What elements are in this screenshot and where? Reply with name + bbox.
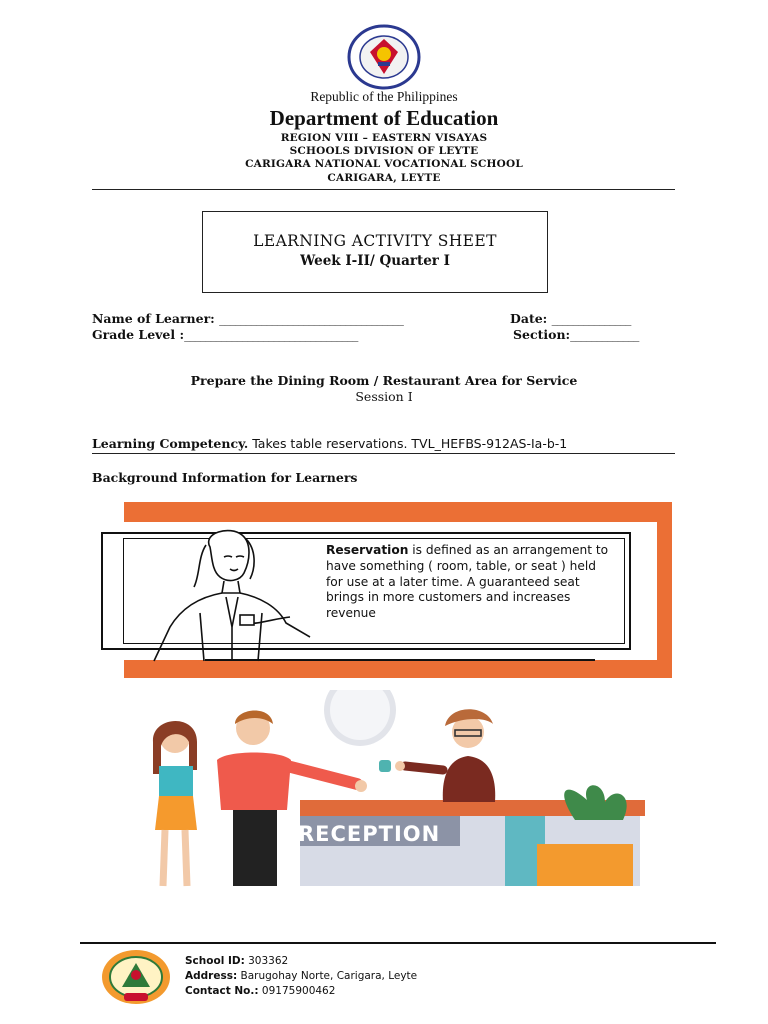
contact-label: Contact No.: xyxy=(185,985,259,997)
competency-text: Takes table reservations. TVL_HEFBS-912AS-Ia-b-1 xyxy=(248,436,568,451)
name-blank[interactable]: ___________________________________ xyxy=(219,311,403,326)
reception-sign-text: RECEPTION xyxy=(298,822,441,846)
competency-label: Learning Competency. xyxy=(92,436,249,451)
region-line: REGION VIII – EASTERN VISAYAS xyxy=(280,132,488,144)
address-value: Barugohay Norte, Carigara, Leyte xyxy=(237,970,418,982)
section-blank[interactable]: _____________ xyxy=(570,327,639,342)
card-underline xyxy=(205,659,595,661)
name-field[interactable] xyxy=(92,311,403,326)
department-title: Department of Education xyxy=(269,106,499,130)
orange-frame-top xyxy=(124,502,672,522)
grade-field[interactable] xyxy=(92,327,357,342)
school-id xyxy=(185,955,288,967)
reception-desk-illustration xyxy=(135,690,645,895)
lesson-title: Prepare the Dining Room / Restaurant Area for Service xyxy=(190,373,578,388)
school-line: CARIGARA NATIONAL VOCATIONAL SCHOOL xyxy=(245,158,523,170)
reservation-definition-text: is defined as an arrangement to have something ( room, table, or seat ) held for use at a later time. A guaranteed seat brings in more customers and increases revenue xyxy=(326,543,609,621)
orange-frame-bottom xyxy=(124,660,672,678)
sheet-subtitle: Week I-II/ Quarter I xyxy=(300,253,450,269)
school-contact xyxy=(185,985,335,997)
receptionist-sketch-image xyxy=(140,527,315,662)
town-line: CARIGARA, LEYTE xyxy=(327,172,441,184)
background-heading: Background Information for Learners xyxy=(92,470,358,485)
learning-competency xyxy=(92,436,567,451)
school-address xyxy=(185,970,417,982)
date-field[interactable] xyxy=(510,311,630,326)
section-label: Section: xyxy=(513,327,571,342)
section-field[interactable] xyxy=(513,327,638,342)
republic-line: Republic of the Philippines xyxy=(310,89,458,104)
header-divider xyxy=(92,189,675,190)
sheet-title: LEARNING ACTIVITY SHEET xyxy=(253,232,497,250)
grade-blank[interactable]: _________________________________ xyxy=(184,327,358,342)
title-box xyxy=(202,211,548,293)
deped-seal-logo xyxy=(346,24,422,90)
reservation-definition xyxy=(326,543,616,622)
contact-value: 09175900462 xyxy=(258,985,336,997)
session-label: Session I xyxy=(355,389,413,404)
date-label: Date: xyxy=(510,311,552,326)
competency-divider xyxy=(92,453,675,454)
school-id-value: 303362 xyxy=(244,955,289,967)
address-label: Address: xyxy=(185,970,238,982)
footer-divider xyxy=(80,942,716,944)
school-seal-logo xyxy=(100,949,172,1005)
division-line: SCHOOLS DIVISION OF LEYTE xyxy=(289,145,479,157)
orange-frame-side xyxy=(657,502,672,678)
name-label: Name of Learner: xyxy=(92,311,220,326)
grade-label: Grade Level : xyxy=(92,327,185,342)
reservation-term: Reservation xyxy=(326,543,409,557)
date-blank[interactable]: _______________ xyxy=(551,311,631,326)
school-id-label: School ID: xyxy=(185,955,245,967)
